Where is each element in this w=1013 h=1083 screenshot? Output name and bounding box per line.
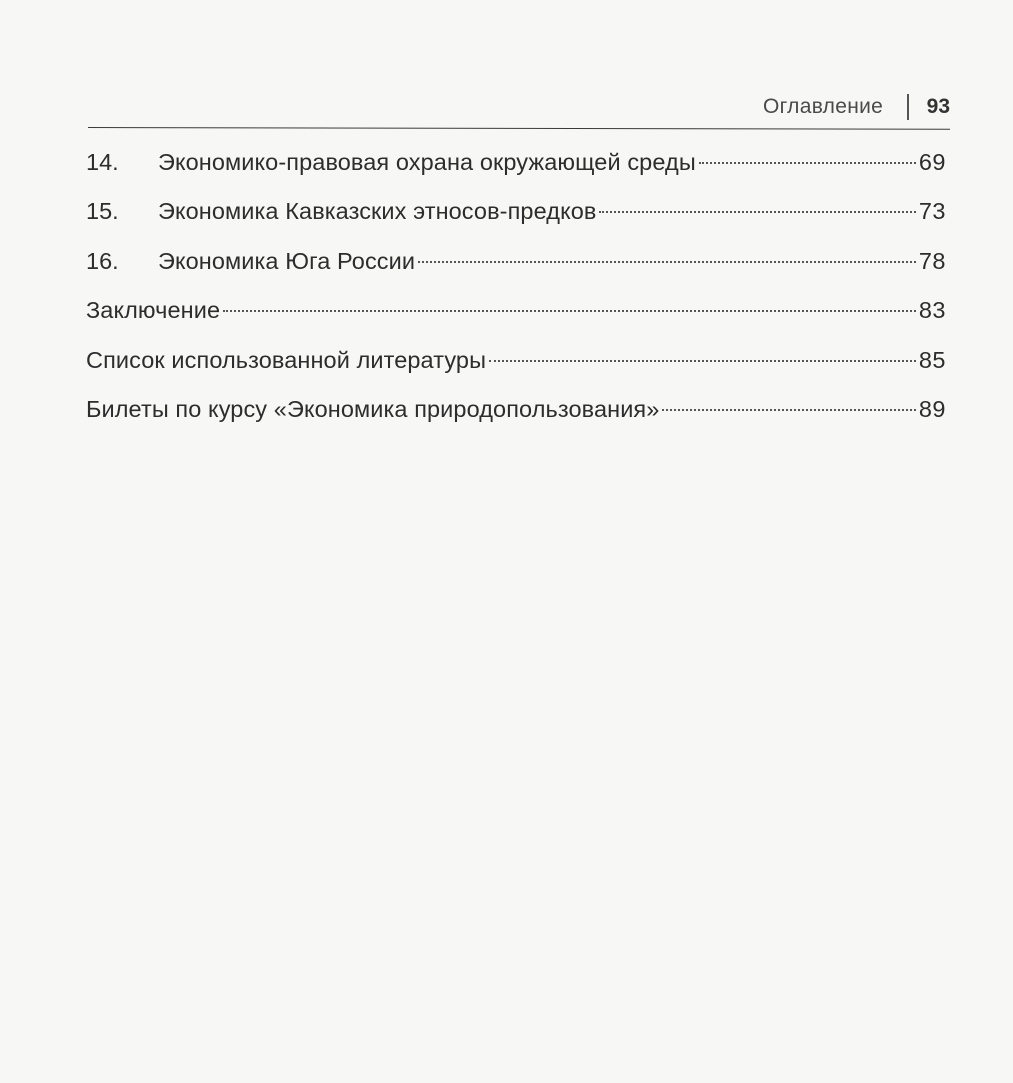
toc-entry-number: 15. [86,198,119,225]
dot-leader [699,162,916,164]
toc-entry-page: 83 [918,297,946,324]
toc-entry-title: Билеты по курсу «Экономика природопользования» [86,395,660,422]
toc-entry-15 [86,187,946,236]
table-of-contents [86,138,946,434]
header-separator [907,94,909,120]
page-number: 93 [926,95,950,118]
toc-entry-page: 73 [918,198,946,225]
running-header [88,88,950,128]
dot-leader [223,310,916,312]
toc-entry-title: Экономико-правовая охрана окружающей среды [158,149,696,175]
toc-entry-page: 89 [918,395,946,422]
toc-entry-page: 85 [918,346,946,373]
toc-entry-page: 69 [918,149,946,175]
toc-entry-title: Экономика Кавказских этносов-предков [158,198,597,225]
dot-leader [662,409,915,411]
toc-entry-title: Экономика Юга России [158,247,416,274]
toc-entry-references [86,336,946,385]
dot-leader [599,211,915,213]
dot-leader [489,360,916,362]
toc-entry-conclusion [86,286,946,335]
toc-entry-title: Список использованной литературы [86,346,487,373]
toc-entry-title: Заключение [86,297,221,324]
toc-entry-number: 16. [86,247,119,274]
dot-leader [418,261,916,263]
header-rule [88,127,950,130]
toc-entry-16 [86,237,946,286]
toc-entry-14 [86,138,946,187]
running-head [763,94,950,120]
section-title: Оглавление [763,95,884,118]
toc-entry-number: 14. [86,149,119,175]
toc-entry-exam-tickets [86,385,946,434]
toc-entry-page: 78 [918,247,946,274]
